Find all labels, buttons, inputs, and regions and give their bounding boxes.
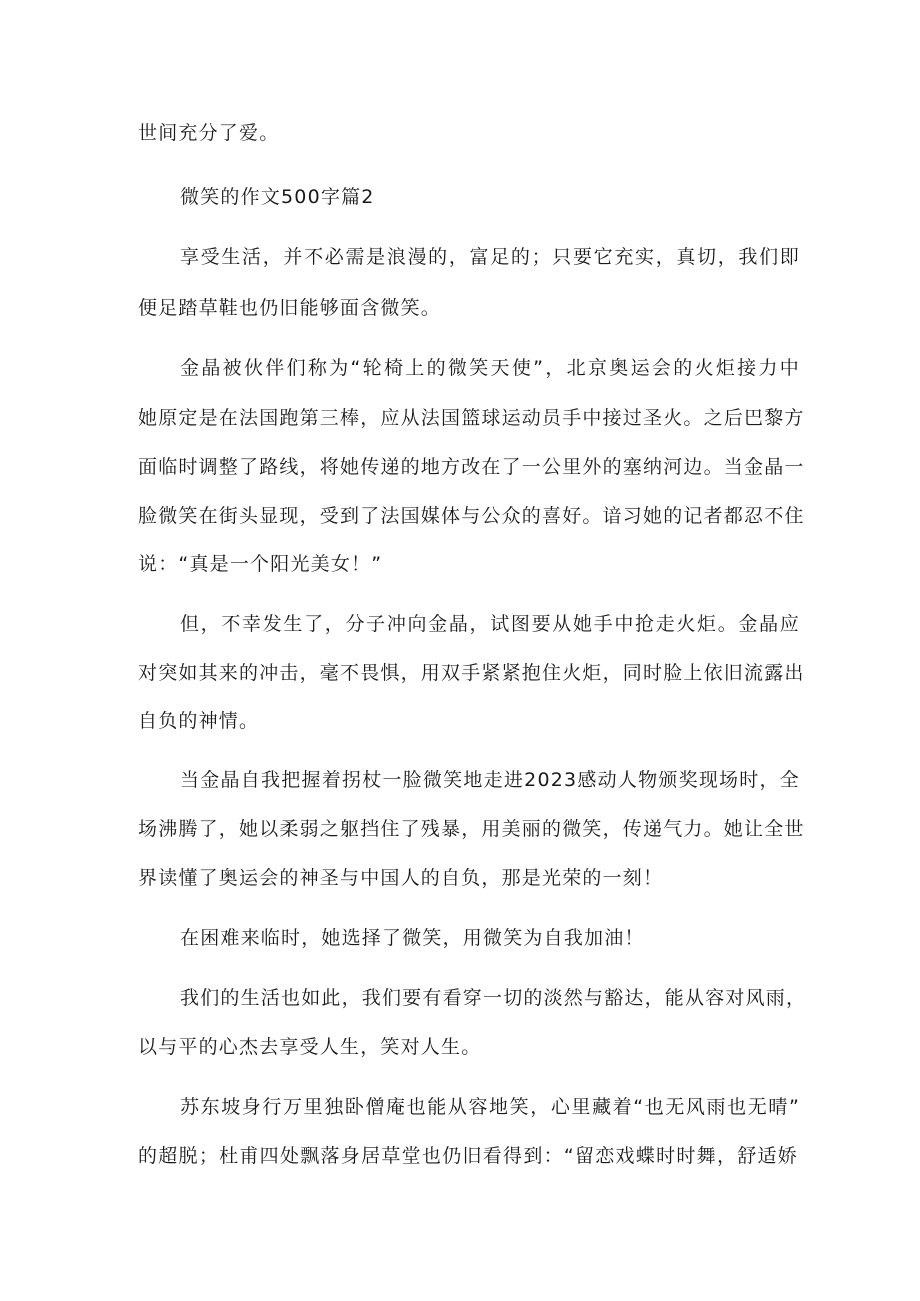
paragraph-line: 金晶被伙伴们称为“轮椅上的微笑天使”，北京奥运会的火炬接力中 bbox=[180, 357, 800, 379]
paragraph-line: 对突如其来的冲击，毫不畏惧，用双手紧紧抱住火炬，同时脸上依旧流露出 bbox=[138, 662, 805, 684]
paragraph-line: 界读懂了奥运会的神圣与中国人的自负，那是光荣的一刻！ bbox=[138, 867, 664, 889]
paragraph-line: 她原定是在法国跑第三棒，应从法国篮球运动员手中接过圣火。之后巴黎方 bbox=[138, 407, 805, 429]
paragraph-line: 在困难来临时，她选择了微笑，用微笑为自我加油！ bbox=[180, 927, 645, 949]
paragraph-line: 说：“真是一个阳光美女！” bbox=[138, 553, 383, 575]
paragraph-line: 我们的生活也如此，我们要有看穿一切的淡然与豁达，能从容对风雨， bbox=[180, 987, 807, 1009]
paragraph-line: 享受生活，并不必需是浪漫的，富足的；只要它充实，真切，我们即 bbox=[180, 246, 800, 268]
paragraph-line: 场沸腾了，她以柔弱之躯挡住了残暴，用美丽的微笑，传递气力。她让全世 bbox=[138, 818, 805, 840]
paragraph-line: 脸微笑在街头显现，受到了法国媒体与公众的喜好。谙习她的记者都忍不住 bbox=[138, 505, 805, 527]
paragraph-line: 面临时调整了路线，将她传递的地方改在了一公里外的塞纳河边。当金晶一 bbox=[138, 456, 805, 478]
paragraph-line: 便足踏草鞋也仍旧能够面含微笑。 bbox=[138, 297, 442, 319]
section-heading: 微笑的作文500字篇2 bbox=[180, 186, 375, 208]
paragraph-line: 的超脱；杜甫四处飘落身居草堂也仍旧看得到：“留恋戏蝶时时舞，舒适娇 bbox=[138, 1145, 798, 1167]
paragraph-line: 以与平的心杰去享受人生，笑对人生。 bbox=[138, 1036, 482, 1058]
paragraph-line: 世间充分了爱。 bbox=[138, 122, 280, 144]
paragraph-line: 自负的神情。 bbox=[138, 710, 260, 732]
paragraph-line: 苏东坡身行万里独卧僧庵也能从容地笑，心里藏着“也无风雨也无晴” bbox=[180, 1096, 800, 1118]
paragraph-line: 当金晶自我把握着拐杖一脸微笑地走进2023感动人物颁奖现场时，全 bbox=[180, 769, 800, 791]
paragraph-line: 但，不幸发生了，分子冲向金晶，试图要从她手中抢走火炬。金晶应 bbox=[180, 613, 800, 635]
